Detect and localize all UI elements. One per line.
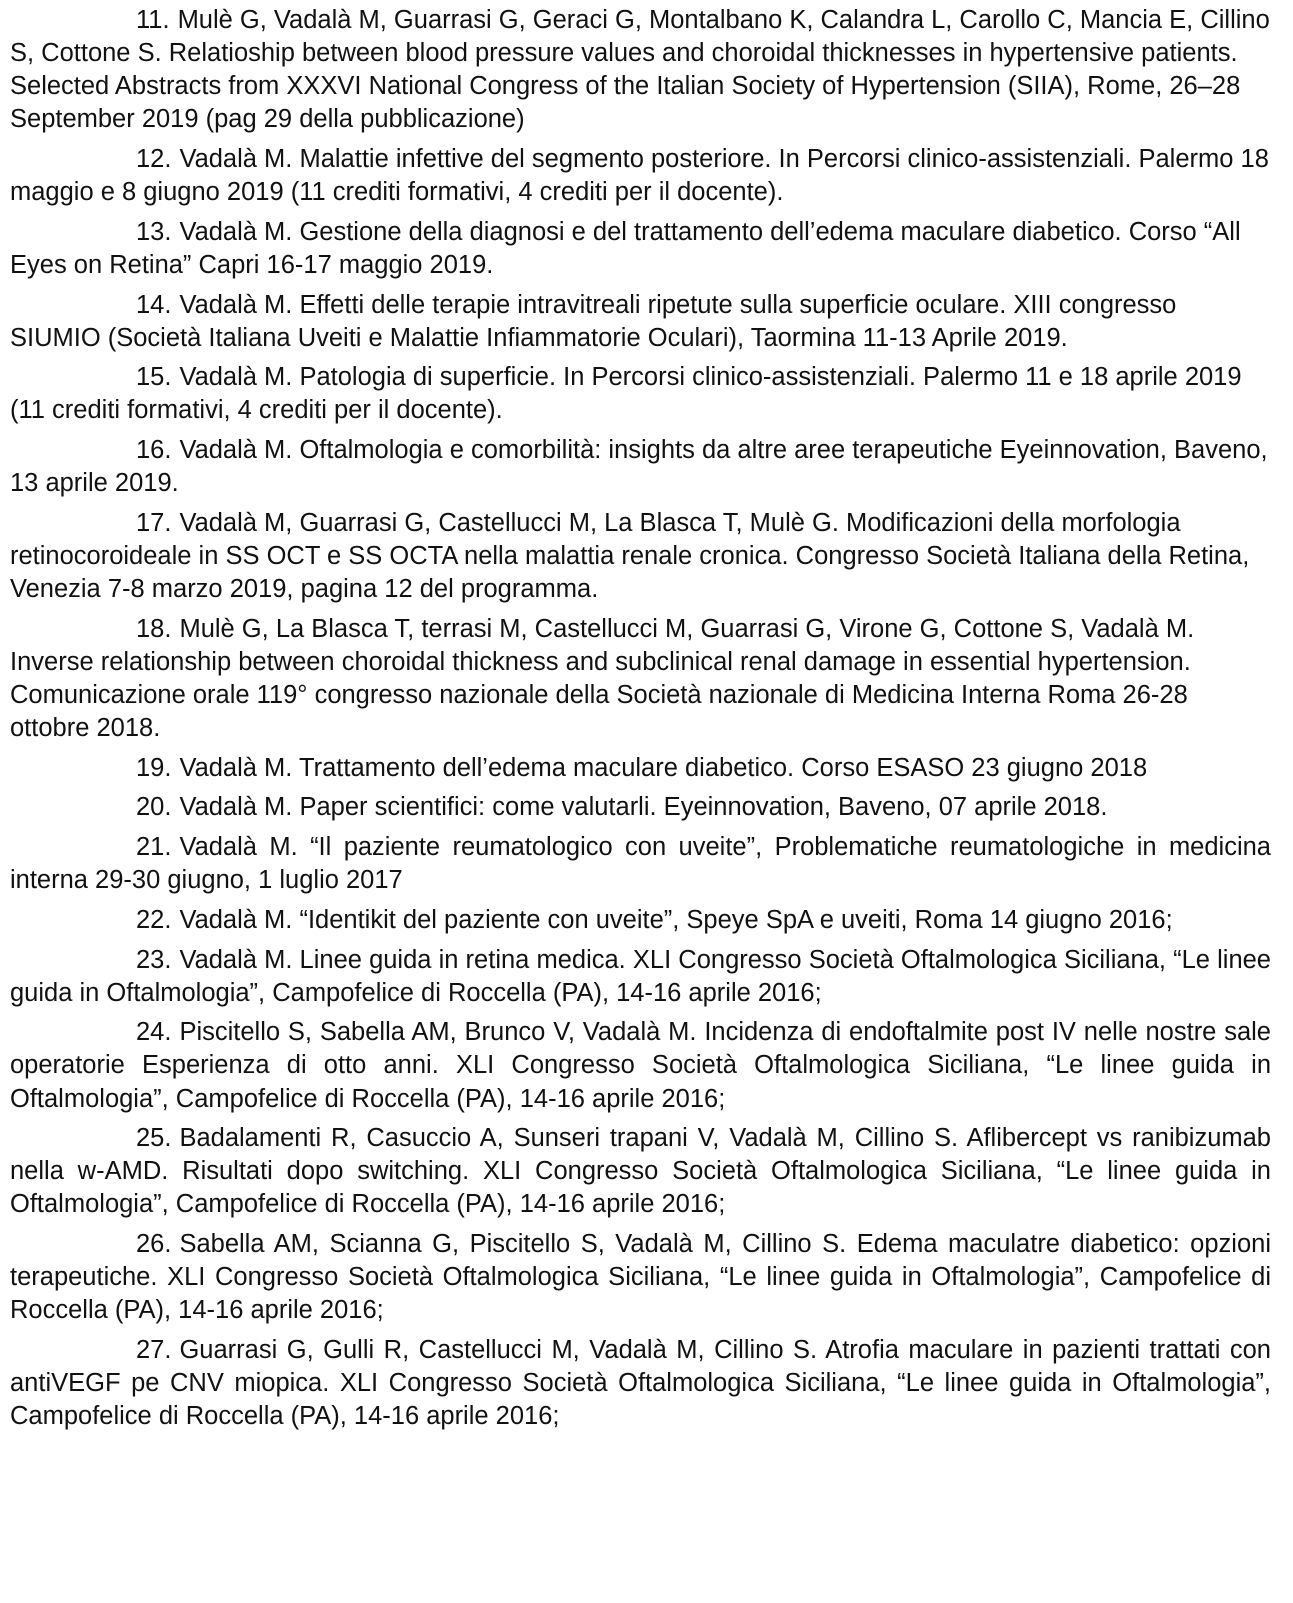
reference-entry xyxy=(10,791,1271,824)
reference-entry xyxy=(10,1122,1271,1221)
reference-text: Guarrasi G, Gulli R, Castellucci M, Vadalà M, Cillino S. Atrofia maculare in pazienti trattati con antiVEGF pe CNV miopica. XLI Congresso Società Oftalmologica Siciliana, “Le linee guida in Oftalmologia”, Campofelice di Roccella (PA), 14-16 aprile 2016; xyxy=(10,1335,1271,1431)
reference-entry xyxy=(10,1228,1271,1327)
reference-text: Vadalà M. Trattamento dell’edema maculare diabetico. Corso ESASO 23 giugno 2018 xyxy=(179,753,1148,782)
reference-entry xyxy=(10,507,1271,606)
reference-entry xyxy=(10,613,1271,745)
reference-number: 13. xyxy=(136,217,172,246)
reference-text: Vadalà M. Linee guida in retina medica. XLI Congresso Società Oftalmologica Siciliana, “Le linee guida in Oftalmologia”, Campofelice di Roccella (PA), 14-16 aprile 2016; xyxy=(10,945,1271,1007)
reference-text: Vadalà M. Oftalmologia e comorbilità: insights da altre aree terapeutiche Eyeinnovation, Baveno, 13 aprile 2019. xyxy=(10,436,1268,498)
reference-text: Vadalà M. Effetti delle terapie intravitreali ripetute sulla superficie oculare. XIII congresso SIUMIO (Società Italiana Uveiti e Malattie Infiammatorie Oculari), Taormina 11-13 Aprile 2019. xyxy=(10,290,1177,352)
reference-entry xyxy=(10,1334,1271,1433)
reference-entry xyxy=(10,434,1271,500)
reference-entry xyxy=(10,289,1271,355)
reference-text: Vadalà M. Patologia di superficie. In Percorsi clinico-assistenziali. Palermo 11 e 18 aprile 2019 (11 crediti formativi, 4 crediti per il docente). xyxy=(10,363,1242,425)
reference-entry xyxy=(10,143,1271,209)
reference-number: 20. xyxy=(136,793,172,822)
reference-number: 18. xyxy=(136,614,172,643)
reference-number: 17. xyxy=(136,508,172,537)
reference-number: 26. xyxy=(136,1230,172,1259)
reference-entry xyxy=(10,831,1271,897)
reference-number: 23. xyxy=(136,945,172,974)
reference-text: Sabella AM, Scianna G, Piscitello S, Vadalà M, Cillino S. Edema maculatre diabetico: opzioni terapeutiche. XLI Congresso Società Oftalmologica Siciliana, “Le linee guida in Oftalmologia”, Campofelice di Roccella (PA), 14-16 aprile 2016; xyxy=(10,1230,1271,1325)
reference-text: Vadalà M. “Identikit del paziente con uveite”, Speye SpA e uveiti, Roma 14 giugno 2016; xyxy=(179,905,1173,934)
reference-number: 16. xyxy=(136,436,172,465)
reference-number: 25. xyxy=(136,1124,172,1153)
reference-entry xyxy=(10,1016,1271,1115)
reference-entry xyxy=(10,904,1271,937)
reference-entry xyxy=(10,216,1271,282)
reference-list xyxy=(10,4,1271,1433)
reference-text: Vadalà M. Malattie infettive del segmento posteriore. In Percorsi clinico-assistenziali. Palermo 18 maggio e 8 giugno 2019 (11 crediti formativi, 4 crediti per il docente). xyxy=(10,144,1269,207)
reference-text: Piscitello S, Sabella AM, Brunco V, Vadalà M. Incidenza di endoftalmite post IV nelle nostre sale operatorie Esperienza di otto anni. XLI Congresso Società Oftalmologica Siciliana, “Le linee guida in Oftalmologia”, Campofelice di Roccella (PA), 14-16 aprile 2016; xyxy=(10,1018,1271,1113)
reference-number: 19. xyxy=(136,753,172,782)
reference-text: Badalamenti R, Casuccio A, Sunseri trapani V, Vadalà M, Cillino S. Aflibercept vs ranibizumab nella w-AMD. Risultati dopo switching. XLI Congresso Società Oftalmologica Siciliana, “Le linee guida in Oftalmologia”, Campofelice di Roccella (PA), 14-16 aprile 2016; xyxy=(10,1124,1271,1219)
reference-entry xyxy=(10,361,1271,427)
reference-text: Vadalà M. Paper scientifici: come valutarli. Eyeinnovation, Baveno, 07 aprile 2018. xyxy=(179,793,1108,822)
reference-number: 14. xyxy=(136,290,172,319)
reference-text: Vadalà M, Guarrasi G, Castellucci M, La Blasca T, Mulè G. Modificazioni della morfologia retinocoroideale in SS OCT e SS OCTA nella malattia renale cronica. Congresso Società Italiana della Retina, Venezia 7-8 marzo 2019, pagina 12 del programma. xyxy=(10,508,1250,604)
reference-entry xyxy=(10,4,1271,136)
reference-text: Mulè G, Vadalà M, Guarrasi G, Geraci G, Montalbano K, Calandra L, Carollo C, Mancia E, Cillino S, Cottone S. Relatioship between blood pressure values and choroidal thicknesses in hypertensive patients. Selected Abstracts from XXXVI National Congress of the Italian Society of Hypertension (SIIA), Rome, 26–28 September 2019 (pag 29 della pubblicazione) xyxy=(10,6,1270,134)
reference-number: 11. xyxy=(136,6,170,34)
reference-number: 22. xyxy=(136,905,172,934)
reference-number: 12. xyxy=(136,144,172,173)
reference-text: Vadalà M. “Il paziente reumatologico con uveite”, Problematiche reumatologiche in medicina interna 29-30 giugno, 1 luglio 2017 xyxy=(10,833,1271,895)
reference-text: Mulè G, La Blasca T, terrasi M, Castellucci M, Guarrasi G, Virone G, Cottone S, Vadalà M. Inverse relationship between choroidal thickness and subclinical renal damage in essential hypertension. Comunicazione orale 119° congresso nazionale della Società nazionale di Medicina Interna Roma 26-28 ottobre 2018. xyxy=(10,614,1195,743)
reference-number: 24. xyxy=(136,1018,172,1047)
reference-text: Vadalà M. Gestione della diagnosi e del trattamento dell’edema maculare diabetico. Corso “All Eyes on Retina” Capri 16-17 maggio 2019. xyxy=(10,217,1241,279)
reference-number: 21. xyxy=(136,833,172,862)
reference-entry xyxy=(10,944,1271,1010)
reference-number: 15. xyxy=(136,363,172,392)
reference-number: 27. xyxy=(136,1335,172,1364)
reference-entry xyxy=(10,752,1271,785)
